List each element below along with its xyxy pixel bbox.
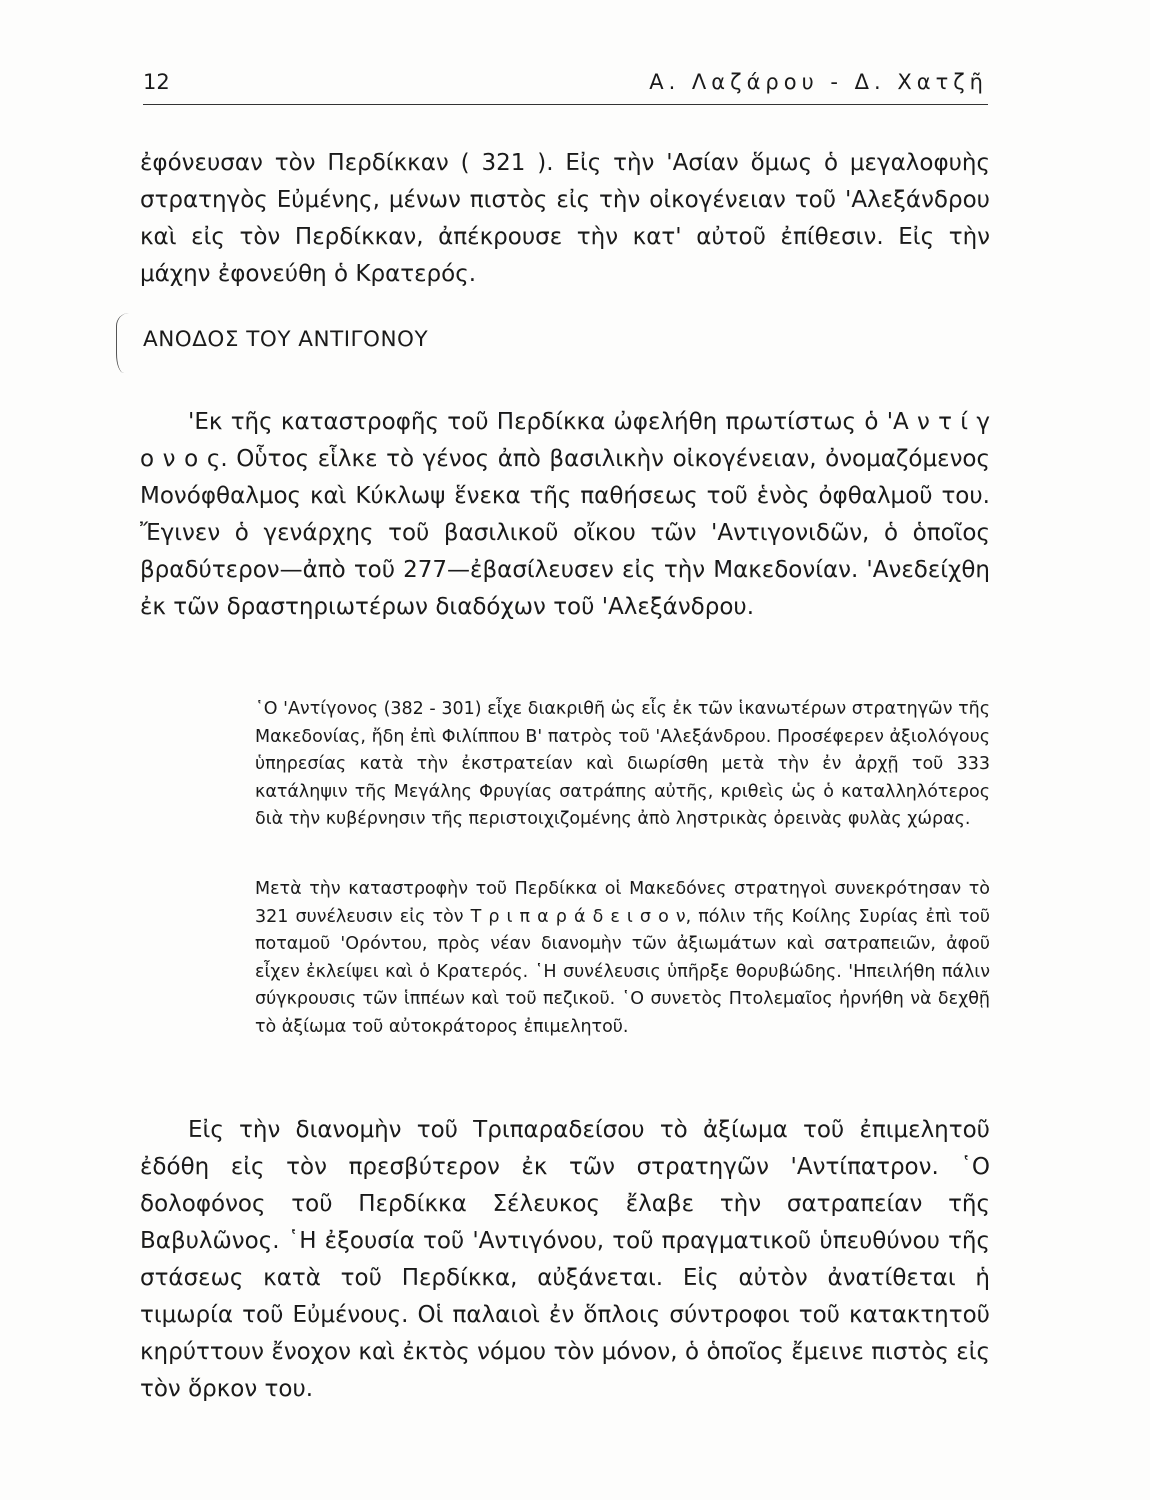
paragraph-3 (140, 1112, 990, 1408)
margin-bracket-mark (116, 313, 129, 373)
note-1-text: ῾Ο 'Αντίγονος (382 - 301) εἶχε διακριθῆ ὡς εἷς ἐκ τῶν ἱκανωτέρων στρατηγῶν τῆς Μακεδονίας, ἤδη ἐπὶ Φιλίππου Β' πατρὸς τοῦ 'Αλεξάνδρου. Προσέφερεν ἀξιολόγους ὑπηρεσίας κατὰ τὴν ἐκστρατείαν καὶ διωρίσθη μετὰ τὴν ἐν ἀρχῇ τοῦ 333 κατάληψιν τῆς Μεγάλης Φρυγίας σατράπης αὐτῆς, κριθεὶς ὡς ὁ καταλληλότερος διὰ τὴν κυβέρνησιν τῆς περιστοιχιζομένης ἀπὸ ληστρικὰς ὀρεινὰς φυλὰς χώρας. (255, 699, 990, 830)
paragraph-1 (140, 145, 990, 293)
note-paragraph-2 (255, 876, 990, 1042)
note-paragraph-1 (255, 696, 990, 834)
paragraph-1-text: ἐφόνευσαν τὸν Περδίκκαν ( 321 ). Εἰς τὴν 'Ασίαν ὅμως ὁ μεγαλοφυὴς στρατηγὸς Εὐμένης, μένων πιστὸς εἰς τὴν οἰκογένειαν τοῦ 'Αλεξάνδρου καὶ εἰς τὸν Περδίκκαν, ἀπέκρουσε τὴν κατ' αὐτοῦ ἐπίθεσιν. Εἰς τὴν μάχην ἐφονεύθη ὁ Κρατερός. (140, 150, 990, 287)
section-heading: ΑΝΟΔΟΣ ΤΟΥ ΑΝΤΙΓΟΝΟΥ (143, 327, 429, 352)
running-head: Α. Λαζάρου - Δ. Χατζῆ (649, 70, 988, 94)
paragraph-2 (140, 404, 990, 626)
page-header (143, 70, 988, 105)
note-2-text: Μετὰ τὴν καταστροφὴν τοῦ Περδίκκα οἱ Μακεδόνες στρατηγοὶ συνεκρότησαν τὸ 321 συνέλευσιν εἰς τὸν Τ ρ ι π α ρ ά δ ε ι σ ο ν, πόλιν τῆς Κοίλης Συρίας ἐπὶ τοῦ ποταμοῦ 'Ορόντου, πρὸς νέαν διανομὴν τῶν ἀξιωμάτων καὶ σατραπειῶν, ἀφοῦ εἶχεν ἐκλείψει καὶ ὁ Κρατερός. ῾Η συνέλευσις ὑπῆρξε θορυβώδης. 'Ηπειλήθη πάλιν σύγκρουσις τῶν ἱππέων καὶ τοῦ πεζικοῦ. ῾Ο συνετὸς Πτολεμαῖος ἠρνήθη νὰ δεχθῇ τὸ ἀξίωμα τοῦ αὐτοκράτορος ἐπιμελητοῦ. (255, 879, 990, 1037)
page-number: 12 (143, 70, 170, 94)
paragraph-3-text: Εἰς τὴν διανομὴν τοῦ Τριπαραδείσου τὸ ἀξίωμα τοῦ ἐπιμελητοῦ ἐδόθη εἰς τὸν πρεσβύτερον ἐκ τῶν στρατηγῶν 'Αντίπατρον. ῾Ο δολοφόνος τοῦ Περδίκκα Σέλευκος ἔλαβε τὴν σατραπείαν τῆς Βαβυλῶνος. ῾Η ἐξουσία τοῦ 'Αντιγόνου, τοῦ πραγματικοῦ ὑπευθύνου τῆς στάσεως κατὰ τοῦ Περδίκκα, αὐξάνεται. Εἰς αὐτὸν ἀνατίθεται ἡ τιμωρία τοῦ Εὐμένους. Οἱ παλαιοὶ ἐν ὅπλοις σύντροφοι τοῦ κατακτητοῦ κηρύττουν ἔνοχον καὶ ἐκτὸς νόμου τὸν μόνον, ὁ ὁποῖος ἔμεινε πιστὸς εἰς τὸν ὅρκον του. (140, 1117, 990, 1402)
paragraph-2-text: 'Εκ τῆς καταστροφῆς τοῦ Περδίκκα ὠφελήθη πρωτίστως ὁ 'Α ν τ ί γ ο ν ο ς. Οὗτος εἷλκε τὸ γένος ἀπὸ βασιλικὴν οἰκογένειαν, ὀνομαζόμενος Μονόφθαλμος καὶ Κύκλωψ ἕνεκα τῆς παθήσεως τοῦ ἑνὸς ὀφθαλμοῦ του. Ἔγινεν ὁ γενάρχης τοῦ βασιλικοῦ οἴκου τῶν 'Αντιγονιδῶν, ὁ ὁποῖος βραδύτερον—ἀπὸ τοῦ 277—ἐβασίλευσεν εἰς τὴν Μακεδονίαν. 'Ανεδείχθη ἐκ τῶν δραστηριωτέρων διαδόχων τοῦ 'Αλεξάνδρου. (140, 409, 990, 620)
